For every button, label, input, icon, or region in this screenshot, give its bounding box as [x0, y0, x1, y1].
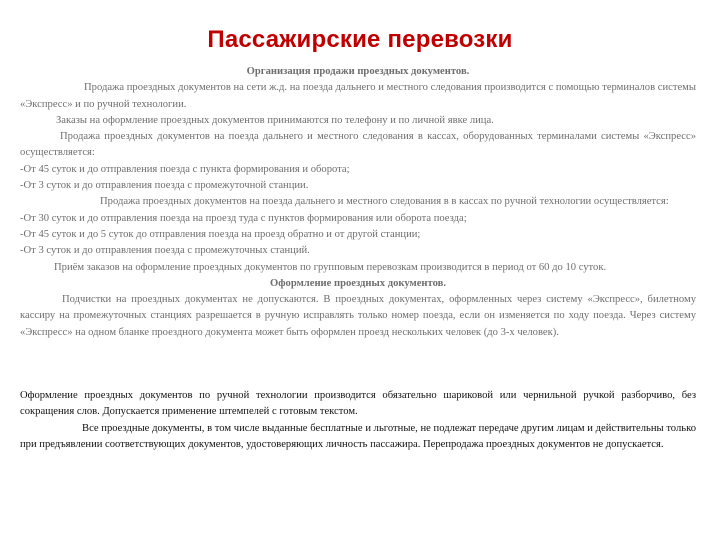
list-item-3-days-intermediate: -От 3 суток и до отправления поезда с промежуточных станций. — [20, 245, 310, 257]
list-item-30-days: -От 30 суток и до отправления поезда на проезд туда с пунктов формирования или оборота поезда; — [20, 212, 467, 224]
page-title: Пассажирские перевозки — [207, 26, 513, 53]
paragraph-manual-issue: Оформление проездных документов по ручной технологии производится обязательно шариковой или чернильной ручкой разборчиво, без сокращения слов. Допускается применение штемпелей с готовым текстом. — [20, 390, 696, 418]
paragraph-sales-methods: Продажа проездных документов на сети ж.д. на поезда дальнего и местного следования производится с помощью терминалов системы «Экспресс» и по ручной технологии. — [20, 82, 696, 110]
paragraph-corrections: Подчистки на проездных документах не допускаются. В проездных документах, оформленных через систему «Экспресс», билетному кассиру на промежуточных станциях разрешается в ручную исправлять только номер поезда, если он изменяется по ходу поезда. Через систему «Экспресс» на одном бланке проездного документа может быть оформлен проезд нескольких человек (до 3-х человек). — [20, 294, 696, 338]
section-heading-ticket-sales: Организация продажи проездных документов. — [246, 66, 470, 77]
paragraph-group-orders: Приём заказов на оформление проездных документов по групповым перевозкам производится в период от 60 до 10 суток. — [54, 261, 607, 273]
faded-text-block — [20, 64, 696, 341]
list-item-45-days: -От 45 суток и до отправления поезда с пункта формирования и оборота; — [20, 163, 350, 175]
clear-text-block — [20, 388, 696, 453]
paragraph-transfer-restriction: Все проездные документы, в том числе выданные бесплатные и льготные, не подлежат передаче другим лицам и действительны только при предъявлении соответствующих документов, удостоверяющих личность пассажира. Перепродажа проездных документов не допускается. — [20, 422, 696, 450]
paragraph-orders-accepted: Заказы на оформление проездных документов принимаются по телефону и по личной явке лица. — [56, 114, 494, 126]
paragraph-express-terminals: Продажа проездных документов на поезда дальнего и местного следования в кассах, оборудованных терминалами системы «Экспресс» осуществляется: — [20, 131, 696, 159]
paragraph-manual-technology: Продажа проездных документов на поезда дальнего и местного следования в в кассах по ручной технологии осуществляется: — [100, 196, 669, 208]
section-heading-document-issue: Оформление проездных документов. — [269, 277, 446, 289]
list-item-3-days: -От 3 суток и до отправления поезда с промежуточной станции. — [20, 180, 309, 192]
list-item-45-5-days: -От 45 суток и до 5 суток до отправления поезда на проезд обратно и от другой станции; — [20, 228, 421, 240]
